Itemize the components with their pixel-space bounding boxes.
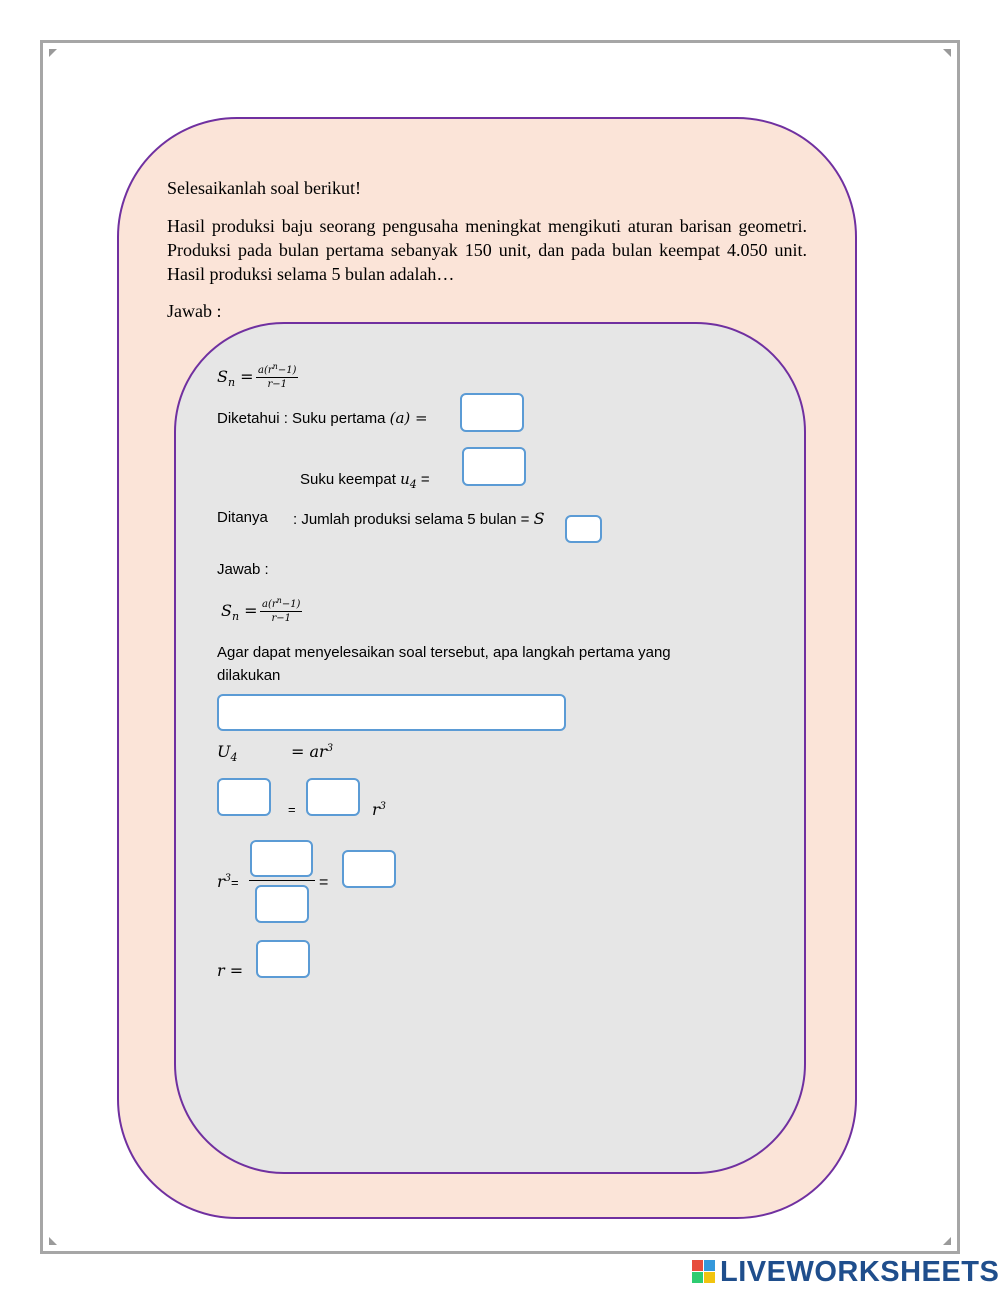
- corner-mark: [49, 49, 57, 57]
- r3-result-input[interactable]: [342, 850, 396, 888]
- formula-fraction-2: $\frac{a(r^n-1)}{r-1}$: [262, 596, 301, 624]
- a-value-input[interactable]: [306, 778, 360, 816]
- answer-label: Jawab :: [167, 301, 222, 321]
- asked-text: : Jumlah produksi selama 5 bulan = S: [293, 509, 545, 528]
- u4-label: $U_4$: [217, 742, 238, 764]
- first-term-input[interactable]: [460, 393, 524, 432]
- logo-square: [692, 1260, 703, 1271]
- asked-subscript-input[interactable]: [565, 515, 602, 543]
- fraction-denominator-input[interactable]: [255, 885, 309, 923]
- r3-lhs: $r^3=$: [217, 872, 239, 891]
- equals-sign-2: =: [319, 874, 329, 891]
- logo-square: [704, 1260, 715, 1271]
- r-cubed-label: $r^3$: [372, 800, 387, 819]
- step-question-line1: Agar dapat menyelesaikan soal tersebut, apa langkah pertama yang: [217, 644, 671, 661]
- formula-fraction: $\frac{a(r^n-1)}{r-1}$: [258, 362, 297, 390]
- fourth-term-label: Suku keempat $u_4$ =: [300, 470, 430, 491]
- logo-square: [692, 1272, 703, 1283]
- liveworksheets-icon: [692, 1260, 716, 1284]
- u4-value-input[interactable]: [217, 778, 271, 816]
- logo-square: [704, 1272, 715, 1283]
- first-step-input[interactable]: [217, 694, 566, 731]
- fourth-term-input[interactable]: [462, 447, 526, 486]
- formula-lhs: $S_n$ =: [217, 367, 254, 389]
- u4-rhs: = $ar^3$: [291, 742, 334, 761]
- equals-sign: =: [288, 802, 296, 817]
- corner-mark: [943, 49, 951, 57]
- corner-mark: [943, 1237, 951, 1245]
- step-question-line2: dilakukan: [217, 667, 281, 684]
- asked-label: Ditanya: [217, 509, 268, 526]
- fraction-numerator-input[interactable]: [250, 840, 313, 877]
- formula-lhs-2: $S_n$ =: [221, 601, 258, 623]
- solution-answer-label: Jawab :: [217, 561, 269, 578]
- known-label: Diketahui : Suku pertama (a) =: [217, 409, 428, 427]
- fraction-line: [249, 880, 315, 881]
- corner-mark: [49, 1237, 57, 1245]
- liveworksheets-logo: LIVEWORKSHEETS: [720, 1256, 1000, 1288]
- instruction-text: Selesaikanlah soal berikut!: [167, 178, 361, 198]
- r-value-input[interactable]: [256, 940, 310, 978]
- problem-text: Hasil produksi baju seorang pengusaha meningkat mengikuti aturan barisan geometri. Produksi pada bulan pertama sebanyak 150 unit, dan pada bulan keempat 4.050 unit. Hasil produksi selama 5 bulan adalah…: [167, 216, 807, 284]
- r-label: r =: [217, 961, 244, 980]
